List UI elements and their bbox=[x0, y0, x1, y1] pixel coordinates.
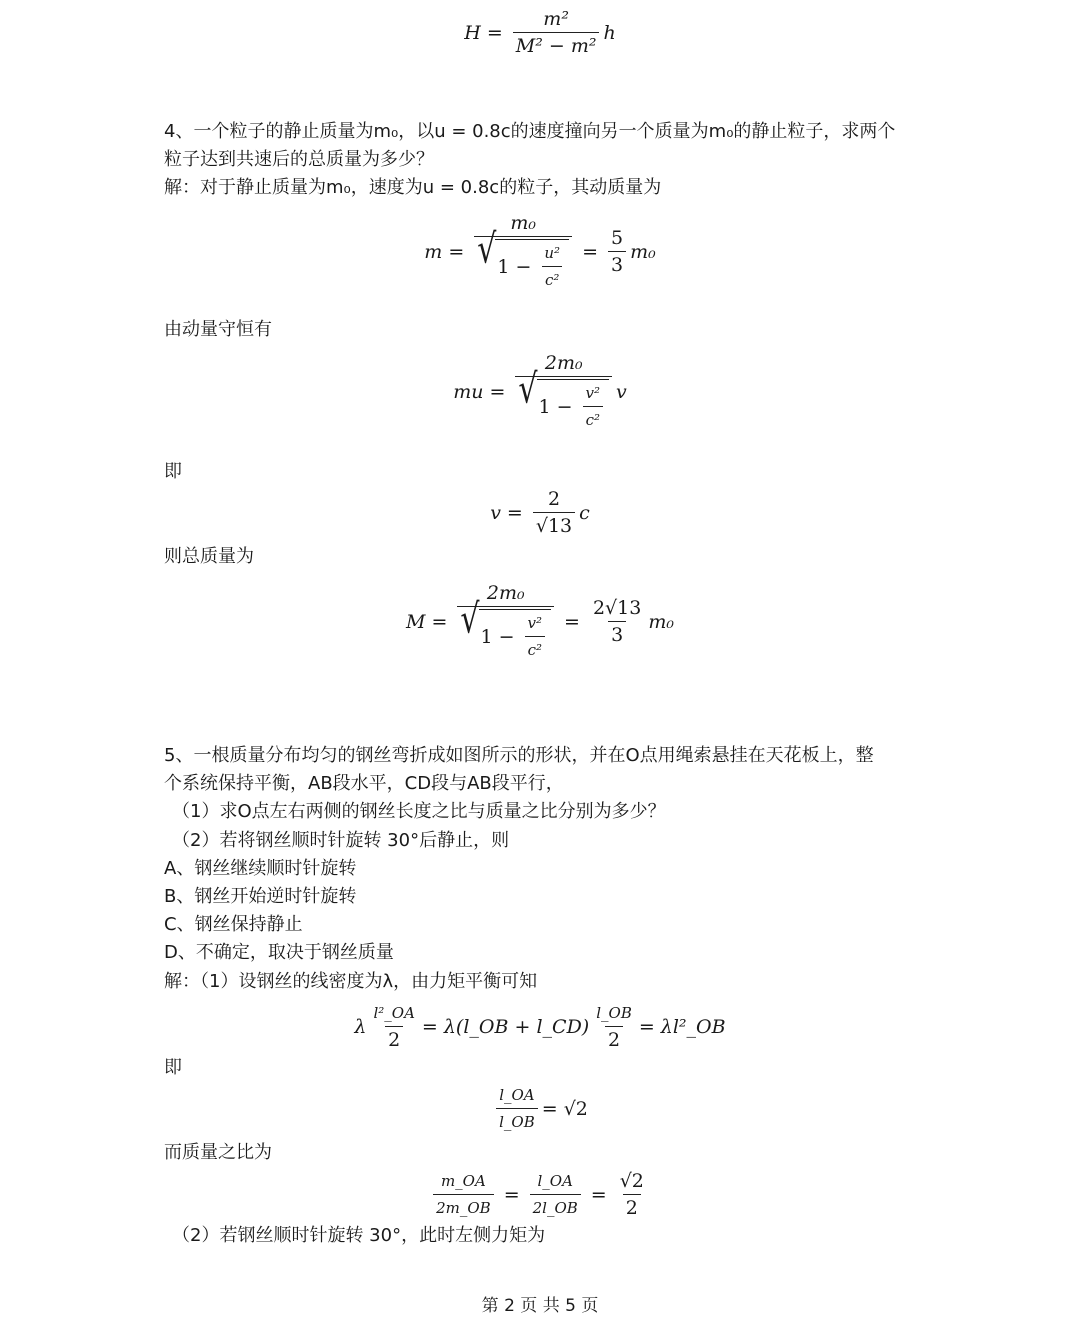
q5-line1: 5、一根质量分布均匀的钢丝弯折成如图所示的形状，并在O点用绳索悬挂在天花板上，整 bbox=[164, 745, 874, 766]
fraction bbox=[593, 1002, 635, 1051]
fraction bbox=[530, 1170, 581, 1219]
eq-rhs: = √2 bbox=[541, 1097, 588, 1120]
equation-ratio bbox=[0, 1084, 1080, 1133]
equation-H: H = $\frac{\text{m²}}{\text{M² − m²}}$ h bbox=[464, 8, 616, 57]
eq-right: = λl²_OB bbox=[638, 1015, 726, 1038]
fraction bbox=[513, 8, 600, 57]
fraction bbox=[433, 1170, 494, 1219]
equation-torque bbox=[0, 1002, 1080, 1051]
denominator: √ 1 − $\frac{\text{v²}}{\text{c²}}$ bbox=[515, 376, 612, 431]
numerator: l²_OA bbox=[373, 1004, 415, 1022]
denominator: 3 bbox=[608, 251, 626, 276]
numerator: l_OA bbox=[537, 1172, 573, 1190]
q5-sub1: （1）求O点左右两侧的钢丝长度之比与质量之比分别为多少？ bbox=[172, 801, 666, 822]
eq-tail: m₀ bbox=[630, 240, 656, 263]
q5-sub2: （2）若将钢丝顺时针旋转 30°后静止，则 bbox=[172, 830, 510, 851]
denominator: 2 bbox=[605, 1026, 623, 1051]
radicand-one: 1 bbox=[480, 625, 493, 648]
q4-line2: 粒子达到共速后的总质量为多少？ bbox=[164, 149, 434, 170]
equation-v: v = $\frac{2}{√13}$ c bbox=[490, 488, 590, 537]
eq-tail: v bbox=[616, 380, 627, 403]
fraction bbox=[590, 597, 644, 646]
q5-line2: 个系统保持平衡，AB段水平，CD段与AB段平行， bbox=[164, 773, 564, 794]
denominator: 2 bbox=[623, 1194, 641, 1219]
eq-tail: m₀ bbox=[648, 610, 674, 633]
q4-line1: 4、一个粒子的静止质量为m₀，以u = 0.8c的速度撞向另一个质量为m₀的静止粒子，求两个 bbox=[164, 121, 896, 142]
denominator: √13 bbox=[533, 512, 575, 537]
eq-tail: h bbox=[603, 21, 616, 44]
equation-m: m = m₀ √ 1 − $\frac{\text{u²}}{\text{c²}}$ = $\frac{5}{3}$ m₀ bbox=[424, 212, 656, 289]
denominator: M² − m² bbox=[513, 32, 600, 57]
q4-solution-3: 即 bbox=[164, 461, 182, 482]
eq-lhs: M bbox=[406, 610, 426, 633]
numerator: l_OA bbox=[499, 1086, 535, 1104]
q4-solution-2: 由动量守恒有 bbox=[164, 319, 272, 340]
denominator: √ 1 − $\frac{\text{u²}}{\text{c²}}$ bbox=[474, 236, 572, 291]
numerator: m² bbox=[543, 8, 569, 30]
numerator: √2 bbox=[619, 1170, 644, 1192]
option-a: A、钢丝继续顺时针旋转 bbox=[164, 858, 357, 879]
denominator: 2m_OB bbox=[433, 1194, 494, 1219]
q4-solution-4: 则总质量为 bbox=[164, 546, 254, 567]
equation-M: M = 2m₀ √ 1 − $\frac{\text{v²}}{\text{c²}}$ = $\frac{2√13}{3}$ m₀ bbox=[406, 582, 674, 659]
numerator: l_OB bbox=[596, 1004, 632, 1022]
eq-middle: = λ(l_OB + l_CD) bbox=[421, 1015, 590, 1038]
fraction bbox=[370, 1002, 417, 1051]
radicand-denominator: c² bbox=[525, 636, 545, 661]
fraction bbox=[474, 212, 572, 291]
numerator: 2m₀ bbox=[486, 582, 525, 604]
option-c: C、钢丝保持静止 bbox=[164, 914, 303, 935]
eq-lhs: H bbox=[464, 21, 481, 44]
numerator: m_OA bbox=[440, 1172, 486, 1190]
q5-solution-4: （2）若钢丝顺时针旋转 30°，此时左侧力矩为 bbox=[172, 1225, 546, 1246]
denominator: l_OB bbox=[496, 1108, 538, 1133]
q5-solution-3: 而质量之比为 bbox=[164, 1142, 272, 1163]
radicand-numerator: u² bbox=[544, 244, 561, 262]
option-d: D、不确定，取决于钢丝质量 bbox=[164, 942, 394, 963]
eq-tail: c bbox=[579, 501, 590, 524]
page-footer: 第 2 页 共 5 页 bbox=[481, 1296, 599, 1316]
numerator: 2m₀ bbox=[544, 352, 583, 374]
numerator: m₀ bbox=[510, 212, 536, 234]
fraction bbox=[515, 352, 612, 431]
fraction bbox=[496, 1084, 538, 1133]
radicand-denominator: c² bbox=[542, 266, 562, 291]
fraction bbox=[457, 582, 554, 661]
eq-lhs: v bbox=[490, 501, 501, 524]
fraction bbox=[608, 227, 626, 276]
radicand-numerator: v² bbox=[527, 614, 543, 632]
radicand-one: 1 bbox=[538, 395, 551, 418]
denominator: 2l_OB bbox=[530, 1194, 581, 1219]
fraction bbox=[533, 488, 575, 537]
equation-mass: $\frac{m\_OA}{2m\_OB}$ = $\frac{l\_OA}{2l\_OB}$ = $\frac{√2}{2}$ bbox=[0, 1170, 1080, 1219]
fraction bbox=[617, 1170, 647, 1219]
equation-mu: mu = 2m₀ √ 1 − $\frac{\text{v²}}{\text{c²}}$ v bbox=[453, 352, 627, 429]
eq-lambda: λ bbox=[354, 1015, 367, 1038]
denominator: 3 bbox=[608, 621, 626, 646]
option-b: B、钢丝开始逆时针旋转 bbox=[164, 886, 357, 907]
q5-solution-2: 即 bbox=[164, 1057, 182, 1078]
numerator: 2 bbox=[547, 488, 561, 510]
denominator: 2 bbox=[385, 1026, 403, 1051]
eq-lhs: mu bbox=[453, 380, 484, 403]
denominator: √ 1 − $\frac{\text{v²}}{\text{c²}}$ bbox=[457, 606, 554, 661]
numerator: 5 bbox=[610, 227, 624, 249]
q5-solution-1: 解：（1）设钢丝的线密度为λ，由力矩平衡可知 bbox=[164, 971, 538, 992]
eq-lhs: m bbox=[424, 240, 443, 263]
radicand-one: 1 bbox=[497, 255, 510, 278]
numerator: 2√13 bbox=[592, 597, 642, 619]
radicand-denominator: c² bbox=[583, 406, 603, 431]
radicand-numerator: v² bbox=[585, 384, 601, 402]
q4-solution-1: 解：对于静止质量为m₀，速度为u = 0.8c的粒子，其动质量为 bbox=[164, 177, 662, 198]
